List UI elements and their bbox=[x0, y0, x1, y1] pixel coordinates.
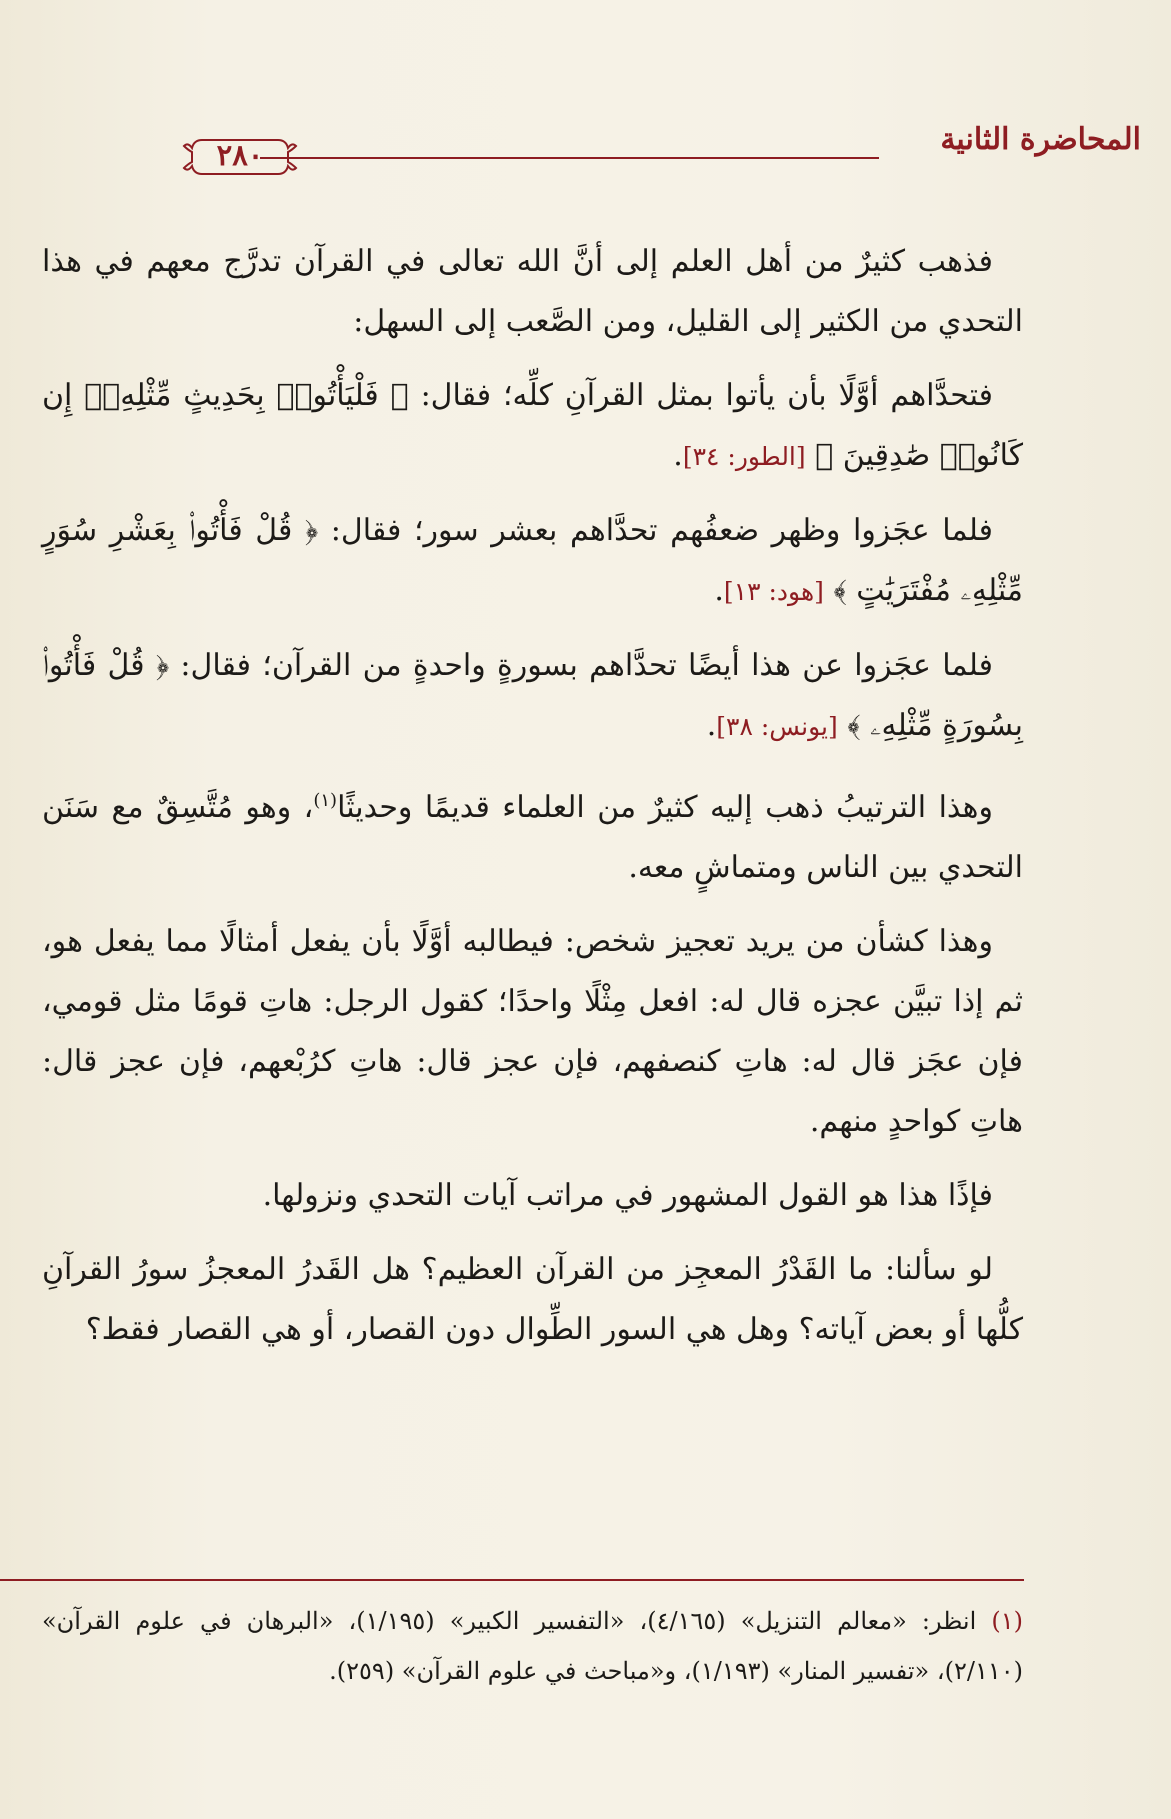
paragraph-tail: ، وهو مُتَّسِقٌ مع سَنَن التحدي بين الناس ومتماشٍ معه. bbox=[42, 790, 1023, 885]
paragraph-tail: . bbox=[714, 573, 724, 608]
paragraph-lead: فلما عجَزوا عن هذا أيضًا تحدَّاهم بسورةٍ واحدةٍ من القرآن؛ فقال: bbox=[169, 648, 993, 683]
page-number-ornament bbox=[180, 132, 300, 182]
paragraph-4 bbox=[42, 636, 1023, 757]
paragraph-6 bbox=[42, 912, 1023, 1152]
paragraph-text: فذهب كثيرٌ من أهل العلم إلى أنَّ الله تعالى في القرآن تدرَّج معهم في هذا التحدي من الكثير إلى القليل، ومن الصَّعب إلى السهل: bbox=[42, 244, 1023, 339]
footnote-reference[interactable]: (١) bbox=[313, 790, 338, 811]
main-text bbox=[42, 232, 1023, 1374]
paragraph-5 bbox=[42, 771, 1023, 898]
paragraph-3 bbox=[42, 501, 1023, 622]
verse-reference: [يونس: ٣٨] bbox=[716, 712, 838, 741]
page-number: ٢٨٠ bbox=[216, 138, 264, 172]
quran-verse: ﴿ فَلْيَأْتُوا۟ بِحَدِيثٍ مِّثْلِهِۦٓ إِن كَانُوا۟ صَٰدِقِينَ ﴾ bbox=[42, 378, 1023, 473]
quran-verse: ﴿ قُلْ فَأْتُوا۟ بِعَشْرِ سُوَرٍ مِّثْلِهِۦ مُفْتَرَيَٰتٍ ﴾ bbox=[42, 513, 1023, 608]
footnote-marker: (١) bbox=[991, 1607, 1023, 1635]
header-rule bbox=[260, 157, 879, 159]
paragraph-text: لو سألنا: ما القَدْرُ المعجِز من القرآن العظيم؟ هل القَدرُ المعجزُ سورُ القرآنِ كلُّها أو بعض آياته؟ وهل هي السور الطِّوال دون القصار، أو هي القصار فقط؟ bbox=[42, 1252, 1023, 1347]
paragraph-text: فإذًا هذا هو القول المشهور في مراتب آيات التحدي ونزولها. bbox=[262, 1178, 993, 1213]
verse-reference: [هود: ١٣] bbox=[723, 577, 824, 606]
paragraph-lead: فلما عجَزوا وظهر ضعفُهم تحدَّاهم بعشر سور؛ فقال: bbox=[318, 513, 993, 548]
paragraph-1 bbox=[42, 232, 1023, 352]
paragraph-tail: . bbox=[706, 708, 717, 743]
verse-reference: [الطور: ٣٤] bbox=[682, 442, 806, 471]
paragraph-2 bbox=[42, 366, 1023, 487]
paragraph-tail: . bbox=[673, 438, 683, 473]
paragraph-7 bbox=[42, 1166, 1023, 1226]
quran-verse: ﴿ قُلْ فَأْتُوا۟ بِسُورَةٍ مِّثْلِهِۦ ﴾ bbox=[42, 648, 1023, 743]
chapter-title: المحاضرة الثانية bbox=[940, 122, 1141, 157]
paragraph-lead: وهذا الترتيبُ ذهب إليه كثيرٌ من العلماء قديمًا وحديثًا bbox=[337, 790, 993, 825]
paragraph-lead: فتحدَّاهم أوَّلًا بأن يأتوا بمثل القرآنِ كلِّه؛ فقال: bbox=[408, 378, 993, 413]
paragraph-text: وهذا كشأن من يريد تعجيز شخص: فيطالبه أوَّلًا بأن يفعل أمثالًا مما يفعل هو، ثم إذا تبيَّن عجزه قال له: افعل مِثْلًا واحدًا؛ كقول الرجل: هاتِ قومًا مثل قومي، فإن عجَز قال له: هاتِ كنصفهم، فإن عجز قال: هاتِ كرُبْعهم، فإن عجز قال: هاتِ كواحدٍ منهم. bbox=[42, 924, 1023, 1139]
footnote-1 bbox=[42, 1596, 1023, 1696]
page-header bbox=[40, 118, 1141, 174]
footnote-text: انظر: «معالم التنزيل» (٤/١٦٥)، «التفسير الكبير» (١/١٩٥)، «البرهان في علوم القرآن» (٢/١١٠)، «تفسير المنار» (١/١٩٣)، و«مباحث في علوم القرآن» (٢٥٩). bbox=[42, 1607, 1023, 1685]
footnote-divider bbox=[0, 1579, 1024, 1581]
footnotes bbox=[42, 1596, 1023, 1696]
paragraph-8 bbox=[42, 1240, 1023, 1360]
